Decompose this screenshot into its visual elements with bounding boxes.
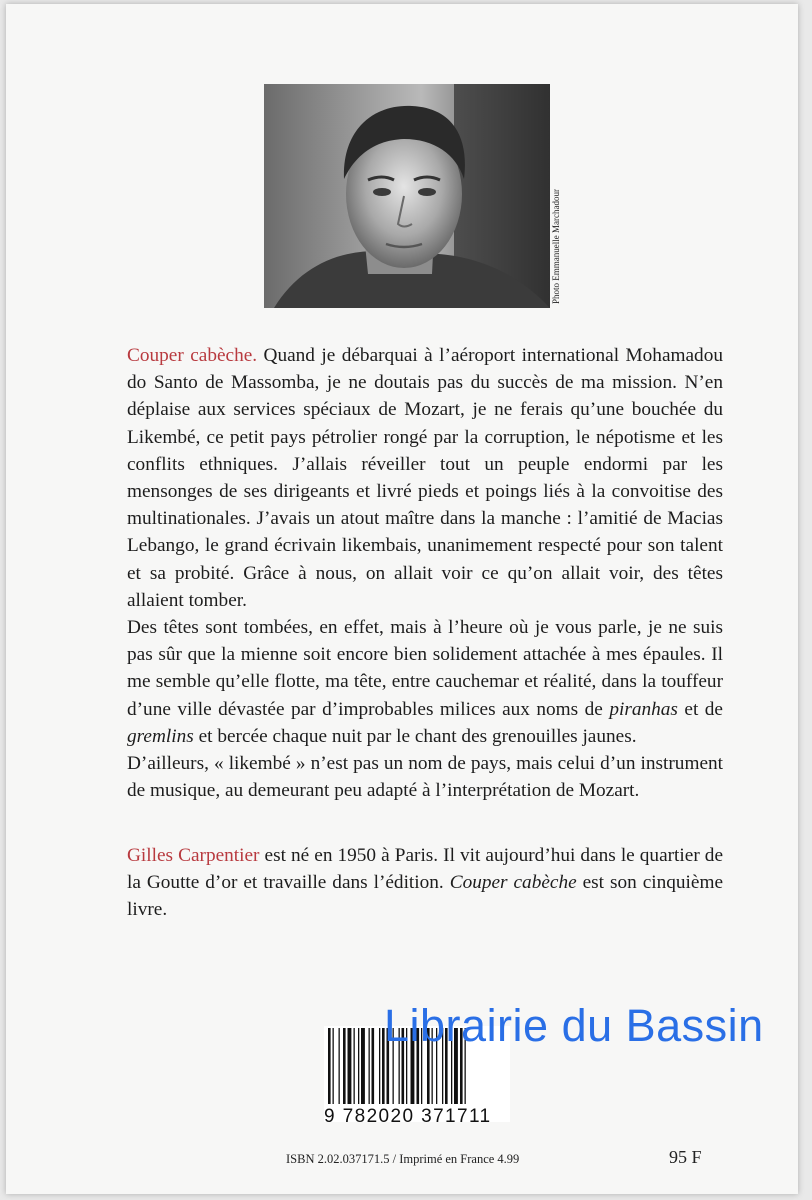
author-bio-text-a: est né en 1950 à Paris. Il vit aujourd’hui dans le quartier de la Goutte d’or et travaille dans l’édition.	[127, 845, 723, 894]
photo-credit: Photo Emmanuelle Marchadour	[551, 189, 561, 304]
portrait-illustration	[264, 84, 550, 308]
blurb-title: Couper cabèche.	[127, 345, 258, 366]
barcode-bar	[358, 1028, 359, 1104]
barcode-bar	[354, 1028, 355, 1104]
blurb-italic-gremlins: gremlins	[127, 725, 194, 747]
isbn-line: ISBN 2.02.037171.5 / Imprimé en France 4.99	[286, 1152, 520, 1166]
blurb-paragraph-2-text-a: Des têtes sont tombées, en effet, mais à l’heure où je vous parle, je ne suis pas sûr que la mienne soit encore bien solidement attachée à mes épaules. Il me semble qu’elle flotte, ma tête, entre cauchemar et réalité, dans la touffeur d’une ville dévastée par d’improbables milices aux noms de	[127, 617, 723, 720]
blurb-italic-piranhas: piranhas	[609, 698, 678, 720]
bookshop-watermark: Librairie du Bassin	[384, 1000, 764, 1051]
blurb-paragraph-3: D’ailleurs, « likembé » n’est pas un nom de pays, mais celui d’un instrument de musique, au demeurant peu adapté à l’interprétation de Mozart.	[127, 753, 723, 802]
barcode-bar	[348, 1028, 352, 1104]
blurb-paragraph-2	[127, 614, 723, 750]
barcode-bar	[333, 1028, 334, 1104]
blurb-paragraph-1	[127, 342, 723, 614]
book-blurb	[127, 342, 723, 804]
blurb-paragraph-2-text-c: et bercée chaque nuit par le chant des grenouilles jaunes.	[193, 725, 637, 747]
book-back-cover	[6, 4, 798, 1194]
barcode-bar	[328, 1028, 331, 1104]
blurb-paragraph-2-text-b: et de	[677, 698, 723, 720]
author-name: Gilles Carpentier	[127, 845, 260, 866]
author-bio-book-title: Couper cabèche	[449, 872, 577, 894]
barcode-digits: 9 782020 371711	[324, 1106, 492, 1127]
barcode-bar	[361, 1028, 365, 1104]
barcode-bar	[343, 1028, 346, 1104]
barcode-bar	[372, 1028, 375, 1104]
barcode-bar	[339, 1028, 340, 1104]
price: 95 F	[669, 1147, 702, 1167]
barcode-bar	[379, 1028, 380, 1104]
author-bio-text-b: est son cinquième livre.	[127, 872, 723, 921]
author-bio	[127, 842, 723, 924]
author-photo	[264, 84, 550, 308]
blurb-paragraph-1-text: Quand je débarquai à l’aéroport international Mohamadou do Santo de Massomba, je ne doutais pas du succès de ma mission. N’en déplaise aux services spéciaux de Mozart, je ne ferais qu’une bouchée du Likembé, ce petit pays pétrolier rongé par la corruption, le népotisme et les conflits ethniques. J’allais réveiller tout un peuple endormi par les mensonges de ses dirigeants et livré pieds et poings liés à la convoitise des multinationales. J’avais un atout maître dans la manche : l’amitié de Macias Lebango, le grand écrivain likembais, unanimement respecté pour son talent et sa probité. Grâce à nous, on allait voir ce qu’on allait voir, des têtes allaient tomber.	[127, 345, 723, 611]
barcode-bar	[369, 1028, 370, 1104]
